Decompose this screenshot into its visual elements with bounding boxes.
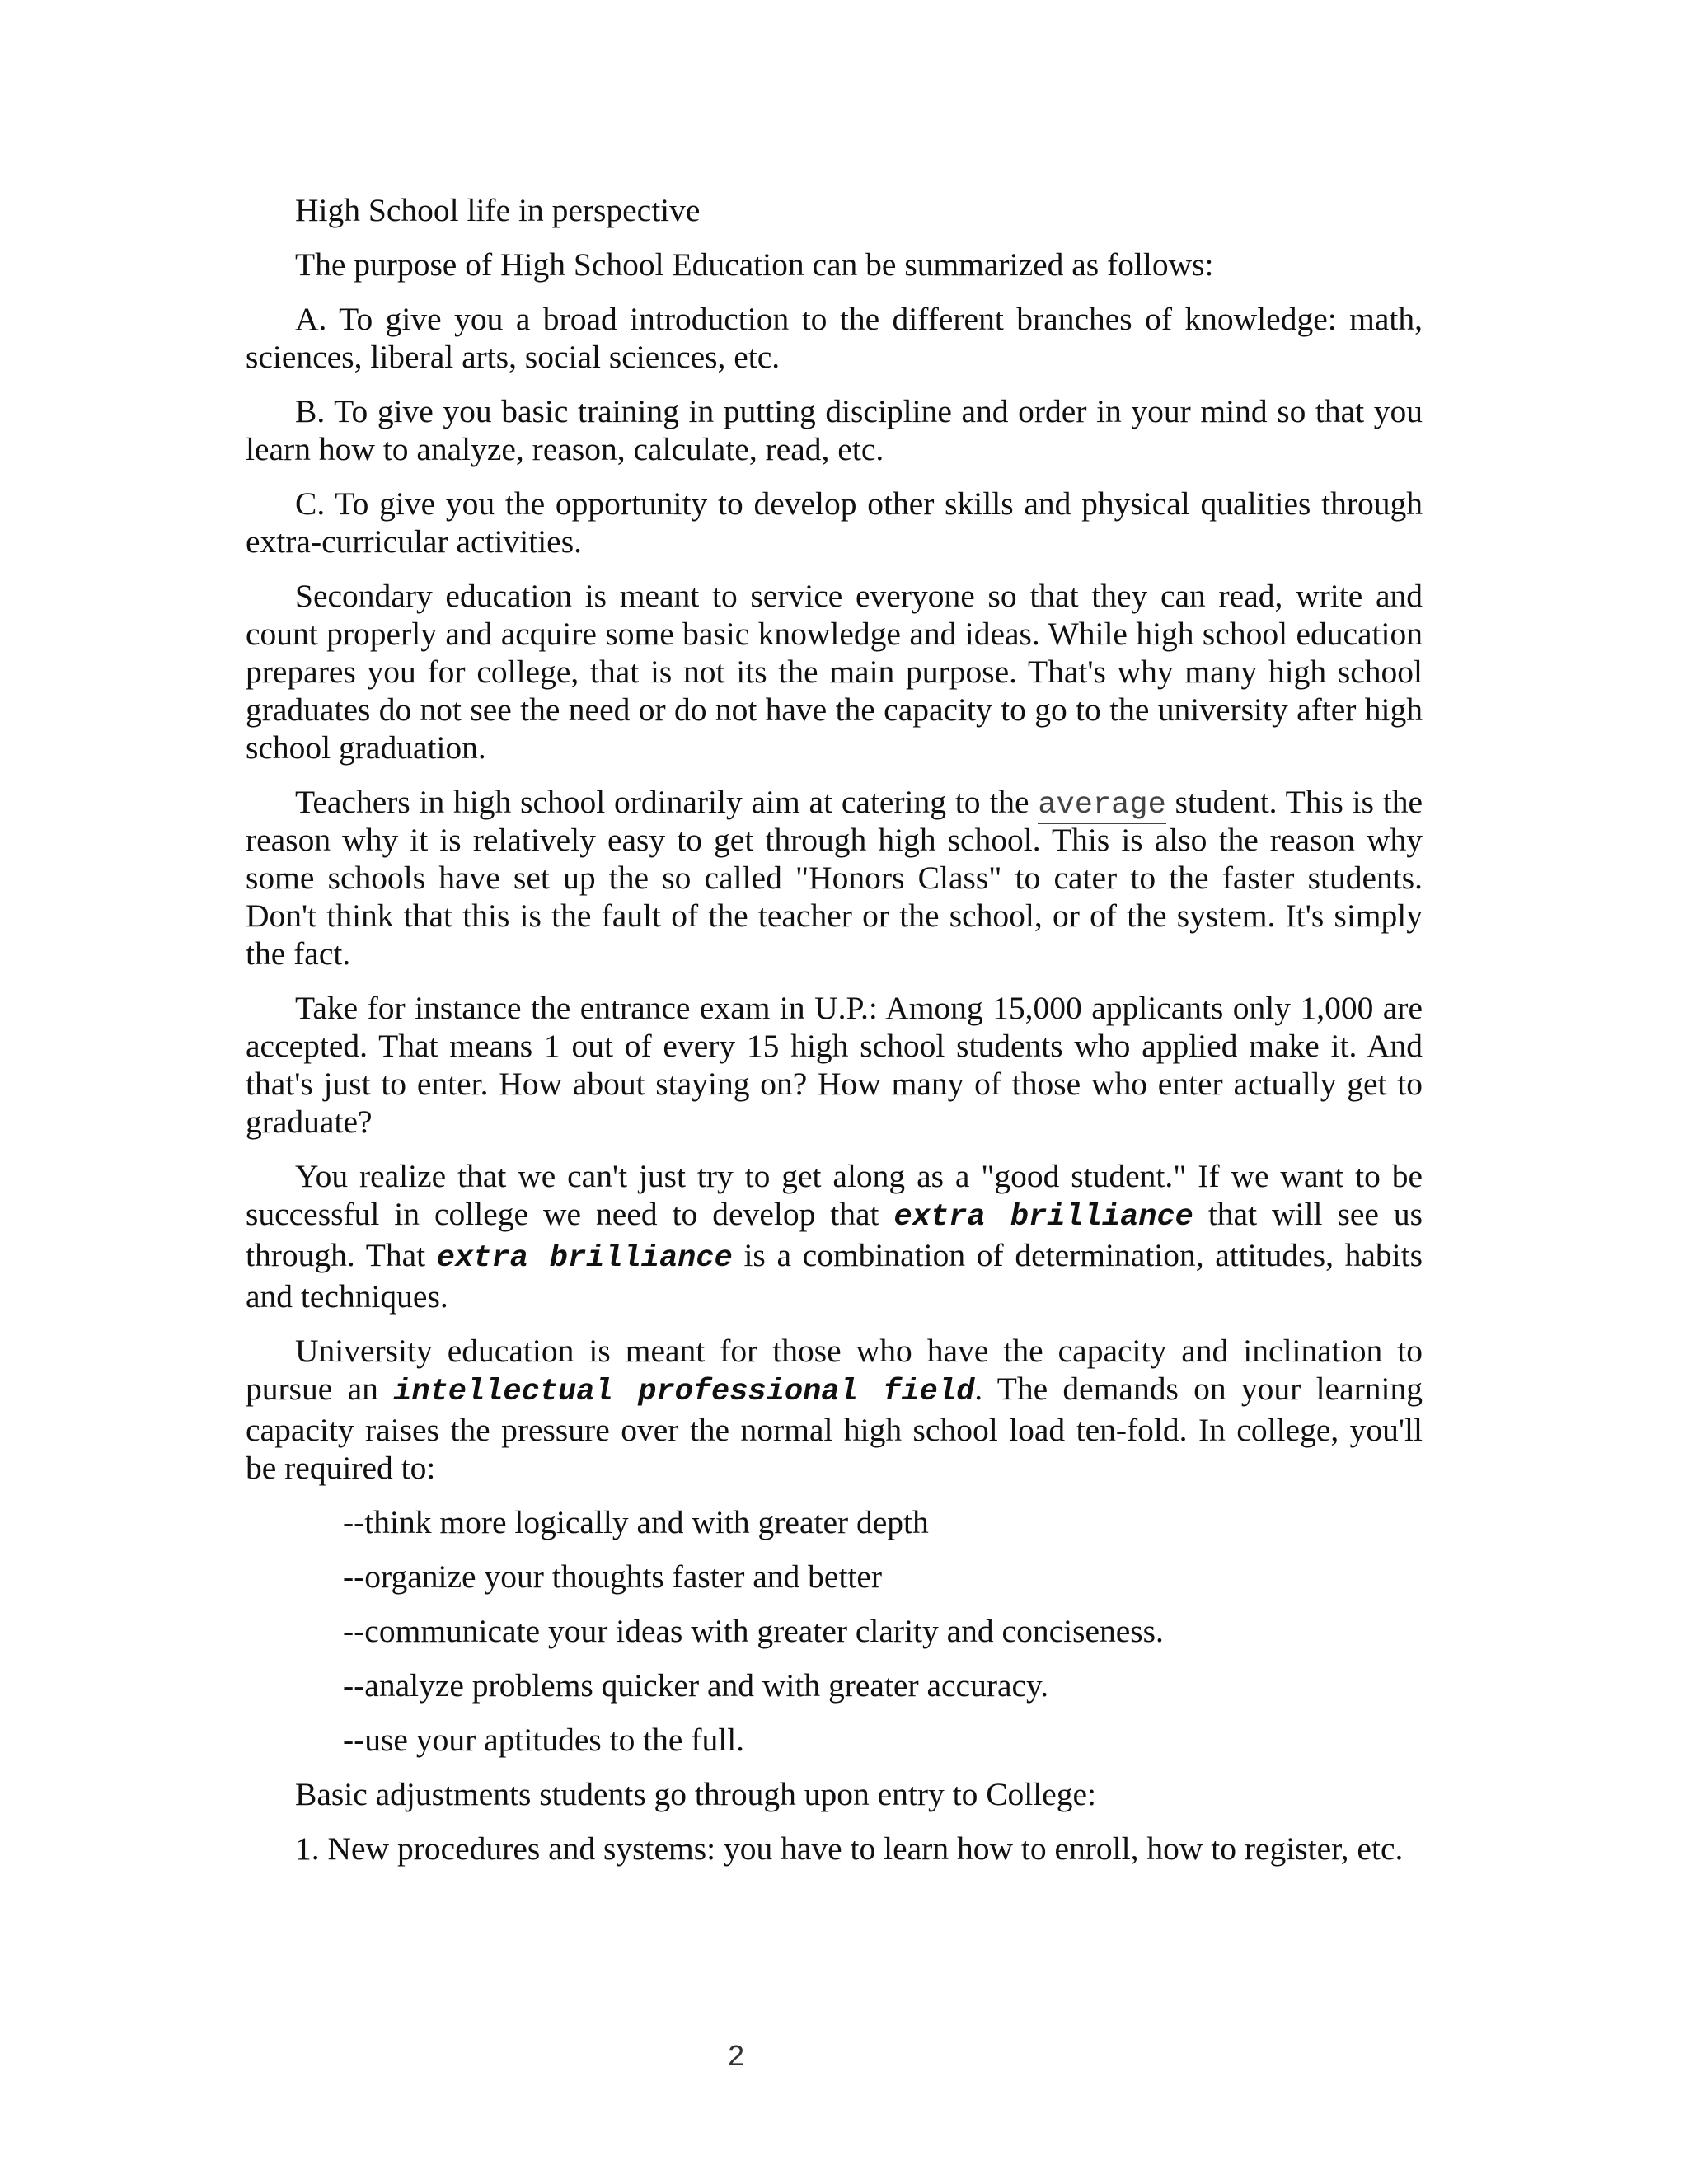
- intellectual-field-emphasis: intellectual professional field: [393, 1375, 975, 1409]
- entrance-exam-paragraph: Take for instance the entrance exam in U.P.: Among 15,000 applicants only 1,000 are accepted. That means 1 out of every 15 high school students who applied make it. And that's just to enter. How about staying on? How many of those who enter actually get to graduate?: [246, 990, 1423, 1140]
- brilliance-text-3: is a combination of determination, attitudes, habits and techniques.: [246, 1237, 1423, 1315]
- purpose-intro: The purpose of High School Education can be summarized as follows:: [295, 246, 1214, 283]
- page-number: 2: [727, 2041, 745, 2074]
- extra-brilliance-emphasis-1: extra brilliance: [893, 1200, 1193, 1235]
- purpose-item-c: C. To give you the opportunity to develop other skills and physical qualities through extra-curricular activities.: [246, 485, 1423, 560]
- requirement-item: --organize your thoughts faster and better: [343, 1558, 883, 1595]
- university-text-before: University education is meant for those who have the capacity and inclination to pursue an: [246, 1333, 1423, 1407]
- university-paragraph: [246, 1332, 1423, 1487]
- university-text-after: . The demands on your learning capacity raises the pressure over the normal high school load ten-fold. In college, you'll be required to:: [246, 1371, 1423, 1486]
- requirement-item: --use your aptitudes to the full.: [343, 1722, 745, 1758]
- document-title: High School life in perspective: [295, 192, 701, 228]
- requirement-item: --think more logically and with greater depth: [343, 1504, 929, 1540]
- purpose-item-a: A. To give you a broad introduction to the different branches of knowledge: math, sciences, liberal arts, social sciences, etc.: [246, 301, 1423, 375]
- adjustment-item: 1. New procedures and systems: you have to learn how to enroll, how to register, etc.: [295, 1830, 1404, 1867]
- average-emphasis: average: [1038, 788, 1166, 823]
- extra-brilliance-emphasis-2: extra brilliance: [436, 1241, 733, 1276]
- purpose-item-b: B. To give you basic training in putting discipline and order in your mind so that you learn how to analyze, reason, calculate, read, etc.: [246, 393, 1423, 467]
- extra-brilliance-paragraph: [246, 1157, 1423, 1315]
- teachers-paragraph: [246, 783, 1423, 972]
- requirement-item: --communicate your ideas with greater clarity and conciseness.: [343, 1613, 1164, 1649]
- secondary-education-paragraph: Secondary education is meant to service everyone so that they can read, write and count properly and acquire some basic knowledge and ideas. While high school education prepares you for college, that is not its the main purpose. That's why many high school graduates do not see the need or do not have the capacity to go to the university after high school graduation.: [246, 578, 1423, 766]
- adjustments-intro: Basic adjustments students go through upon entry to College:: [295, 1776, 1097, 1812]
- teachers-text-before: Teachers in high school ordinarily aim at catering to the: [295, 784, 1039, 820]
- requirement-item: --analyze problems quicker and with greater accuracy.: [343, 1667, 1049, 1704]
- document-body: [246, 191, 1423, 1884]
- brilliance-text-1: You realize that we can't just try to get along as a "good student." If we want to be successful in college we need to develop that: [246, 1158, 1423, 1232]
- brilliance-text-2: that will see us through. That: [246, 1196, 1423, 1273]
- teachers-text-after: student. This is the reason why it is relatively easy to get through high school. This is also the reason why some schools have set up the so called "Honors Class" to cater to the faster students. Don't think that this is the fault of the teacher or the school, or of the system. It's simply the fact.: [246, 784, 1423, 972]
